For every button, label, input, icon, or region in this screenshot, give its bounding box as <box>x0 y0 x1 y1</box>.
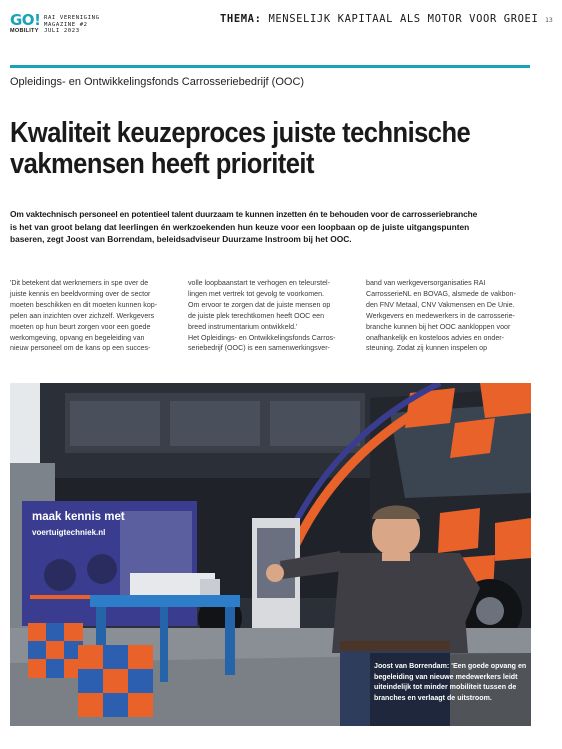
body-line: Werkgevers en medewerkers in de carrosserie- <box>366 311 515 320</box>
page-number: 13 <box>545 16 553 24</box>
body-line: moeten beschikken en dit moeten kunnen kop- <box>10 300 158 309</box>
theme-heading <box>220 13 538 25</box>
body-line: CarrosserieNL en BOVAG, alsmede de vakbon- <box>366 289 516 298</box>
body-line: Om ervoor te zorgen dat de juiste mensen op <box>188 300 331 309</box>
page-header <box>0 0 562 44</box>
banner-heading: maak kennis met <box>32 511 125 523</box>
body-line: Het Opleidings- en Ontwikkelingsfonds Carros- <box>188 333 336 342</box>
body-line: den FNV Metaal, CNV Vakmensen en De Unie. <box>366 300 515 309</box>
body-column-1 <box>10 278 170 354</box>
body-line: branche kunnen bij het OOC aankloppen voor <box>366 322 511 331</box>
photo-caption <box>374 661 529 703</box>
logo-sub: MOBILITY <box>10 28 39 34</box>
body-line: moeten op hun beurt zorgen voor een goede <box>10 322 151 331</box>
intro-line: baseren, zegt Joost van Borrendam, beleidsadviseur Duurzame Instroom bij het OOC. <box>10 234 352 245</box>
intro-line: is het van groot belang dat leerlingen én werkzoekenden hun keuze voor een loopbaan op de juiste uitgangspunten <box>10 221 470 232</box>
body-line: steuning. Zodat zij kunnen inspelen op <box>366 344 488 353</box>
magazine-info <box>44 15 100 35</box>
article-intro <box>10 208 530 246</box>
logo-main: GO! <box>10 11 41 29</box>
caption-line: begeleiding van nieuwe medewerkers leidt <box>374 672 518 681</box>
body-line: band van werkgeversorganisaties RAI <box>366 279 486 287</box>
theme-label: THEMA: <box>220 13 262 25</box>
body-column-2 <box>188 278 348 354</box>
article-headline <box>10 118 481 180</box>
caption-line: branches en verlaagt de uitstroom. <box>374 693 492 702</box>
body-line: lingen met vertrek tot gevolg te voorkomen. <box>188 289 325 298</box>
intro-line: Om vaktechnisch personeel en potentieel talent duurzaam te kunnen inzetten én te behouden voor de carrosseriebranche <box>10 209 478 219</box>
magazine-line: RAI VERENIGING <box>44 15 100 21</box>
magazine-line: JULI 2023 <box>44 28 80 35</box>
go-mobility-logo <box>10 13 40 35</box>
body-line: seriebedrijf (OOC) is een samenwerkingsver- <box>188 344 330 353</box>
magazine-line: MAGAZINE #2 <box>44 21 88 28</box>
accent-rule <box>10 65 530 68</box>
body-line: werkomgeving, opvang en begeleiding van <box>10 333 145 342</box>
body-line: nieuw personeel om de kans op een succes- <box>10 344 151 353</box>
body-line: pelen aan inzichten over zichzelf. Werkgevers <box>10 311 155 320</box>
caption-line: uiteindelijk tot minder mobiliteit tussen de <box>374 683 517 692</box>
headline-line: Kwaliteit keuzeproces juiste technische <box>10 117 471 149</box>
body-line: onafhankelijk en kosteloos advies en onder- <box>366 333 505 342</box>
body-line: breed instrumentarium ontwikkeld.' <box>188 322 298 331</box>
body-line: juiste kennis en beeldvorming over de sector <box>10 289 151 298</box>
banner-url: voertuigtechniek.nl <box>32 528 106 537</box>
theme-text: MENSELIJK KAPITAAL ALS MOTOR VOOR GROEI <box>268 13 539 25</box>
body-column-3 <box>366 278 526 354</box>
body-line: volle loopbaanstart te verhogen en teleurstel- <box>188 279 330 287</box>
article-kicker: Opleidings- en Ontwikkelingsfonds Carrosseriebedrijf (OOC) <box>10 76 305 88</box>
headline-line: vakmensen heeft prioriteit <box>10 148 314 180</box>
body-line: de juiste plek terechtkomen heeft OOC een <box>188 311 325 320</box>
caption-line: Joost van Borrendam: 'Een goede opvang en <box>374 662 527 670</box>
body-line: 'Dit betekent dat werknemers in spe over de <box>10 279 149 287</box>
